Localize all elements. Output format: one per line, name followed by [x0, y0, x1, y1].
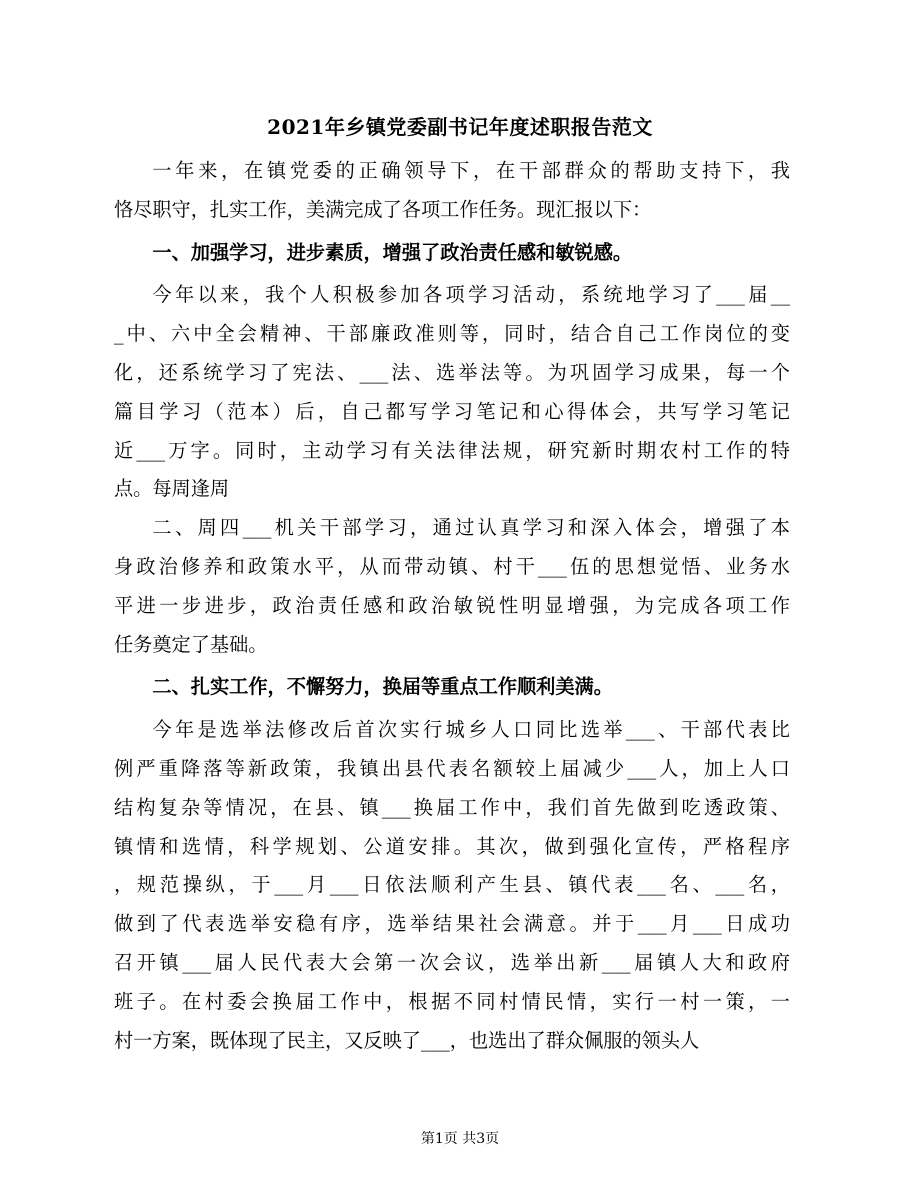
text-line: 身政治修养和政策水平，从而带动镇、村干___伍的思想觉悟、业务水 [114, 554, 790, 578]
section-heading [114, 234, 790, 273]
text-line: ，规范操纵，于___月___日依法顺利产生县、镇代表___名、___名， [114, 873, 790, 897]
text-line: _中、六中全会精神、干部廉政准则等，同时，结合自己工作岗位的变 [114, 322, 790, 346]
text-line: 恪尽职守，扎实工作，美满完成了各项工作任务。现汇报以下： [114, 197, 652, 221]
text-line: 化，还系统学习了宪法、___法、选举法等。为巩固学习成果，每一个 [114, 360, 790, 384]
text-line: 一、加强学习，进步素质，增强了政治责任感和敏锐感。 [152, 240, 633, 264]
document-title: 2021年乡镇党委副书记年度述职报告范文 [267, 115, 653, 139]
text-line: 今年以来，我个人积极参加各项学习活动，系统地学习了___届__ [152, 283, 790, 307]
text-line: 二、扎实工作，不懈努力，换届等重点工作顺利美满。 [152, 675, 613, 699]
text-line: 点。每周逢周 [114, 477, 230, 501]
text-line: 做到了代表选举安稳有序，选举结果社会满意。并于___月___日成功 [114, 912, 790, 936]
text-line: 镇情和选情，科学规划、公道安排。其次，做到强化宣传，严格程序 [114, 834, 790, 858]
document-body [114, 152, 790, 1060]
page-footer: 第1页 共3页 [420, 1131, 500, 1147]
text-line: 结构复杂等情况，在县、镇___换届工作中，我们首先做到吃透政策、 [114, 795, 790, 819]
text-line: 二、周四___机关干部学习，通过认真学习和深入体会，增强了本 [152, 516, 790, 540]
text-line: 一年来，在镇党委的正确领导下，在干部群众的帮助支持下，我 [152, 159, 790, 182]
text-line: 平进一步进步，政治责任感和政治敏锐性明显增强，为完成各项工作 [114, 593, 790, 617]
text-line: 召开镇___届人民代表大会第一次会议，选举出新___届镇人大和政府 [114, 950, 790, 974]
text-line: 例严重降落等新政策，我镇出县代表名额较上届减少___人，加上人口 [114, 756, 790, 780]
body-paragraph [114, 509, 790, 664]
body-paragraph [114, 152, 790, 230]
text-line: 近___万字。同时，主动学习有关法律法规，研究新时期农村工作的特 [114, 438, 790, 462]
text-line: 班子。在村委会换届工作中，根据不同村情民情，实行一村一策，一 [114, 989, 790, 1013]
text-line: 任务奠定了基础。 [114, 632, 268, 656]
text-line: 今年是选举法修改后首次实行城乡人口同比选举___、干部代表比 [152, 718, 790, 742]
body-paragraph [114, 276, 790, 509]
text-line: 村一方案，既体现了民主，又反映了___，也选出了群众佩服的领头人 [114, 1028, 700, 1052]
section-heading [114, 668, 790, 707]
body-paragraph [114, 711, 790, 1060]
text-line: 篇目学习（范本）后，自己都写学习笔记和心得体会，共写学习笔记 [114, 399, 790, 423]
